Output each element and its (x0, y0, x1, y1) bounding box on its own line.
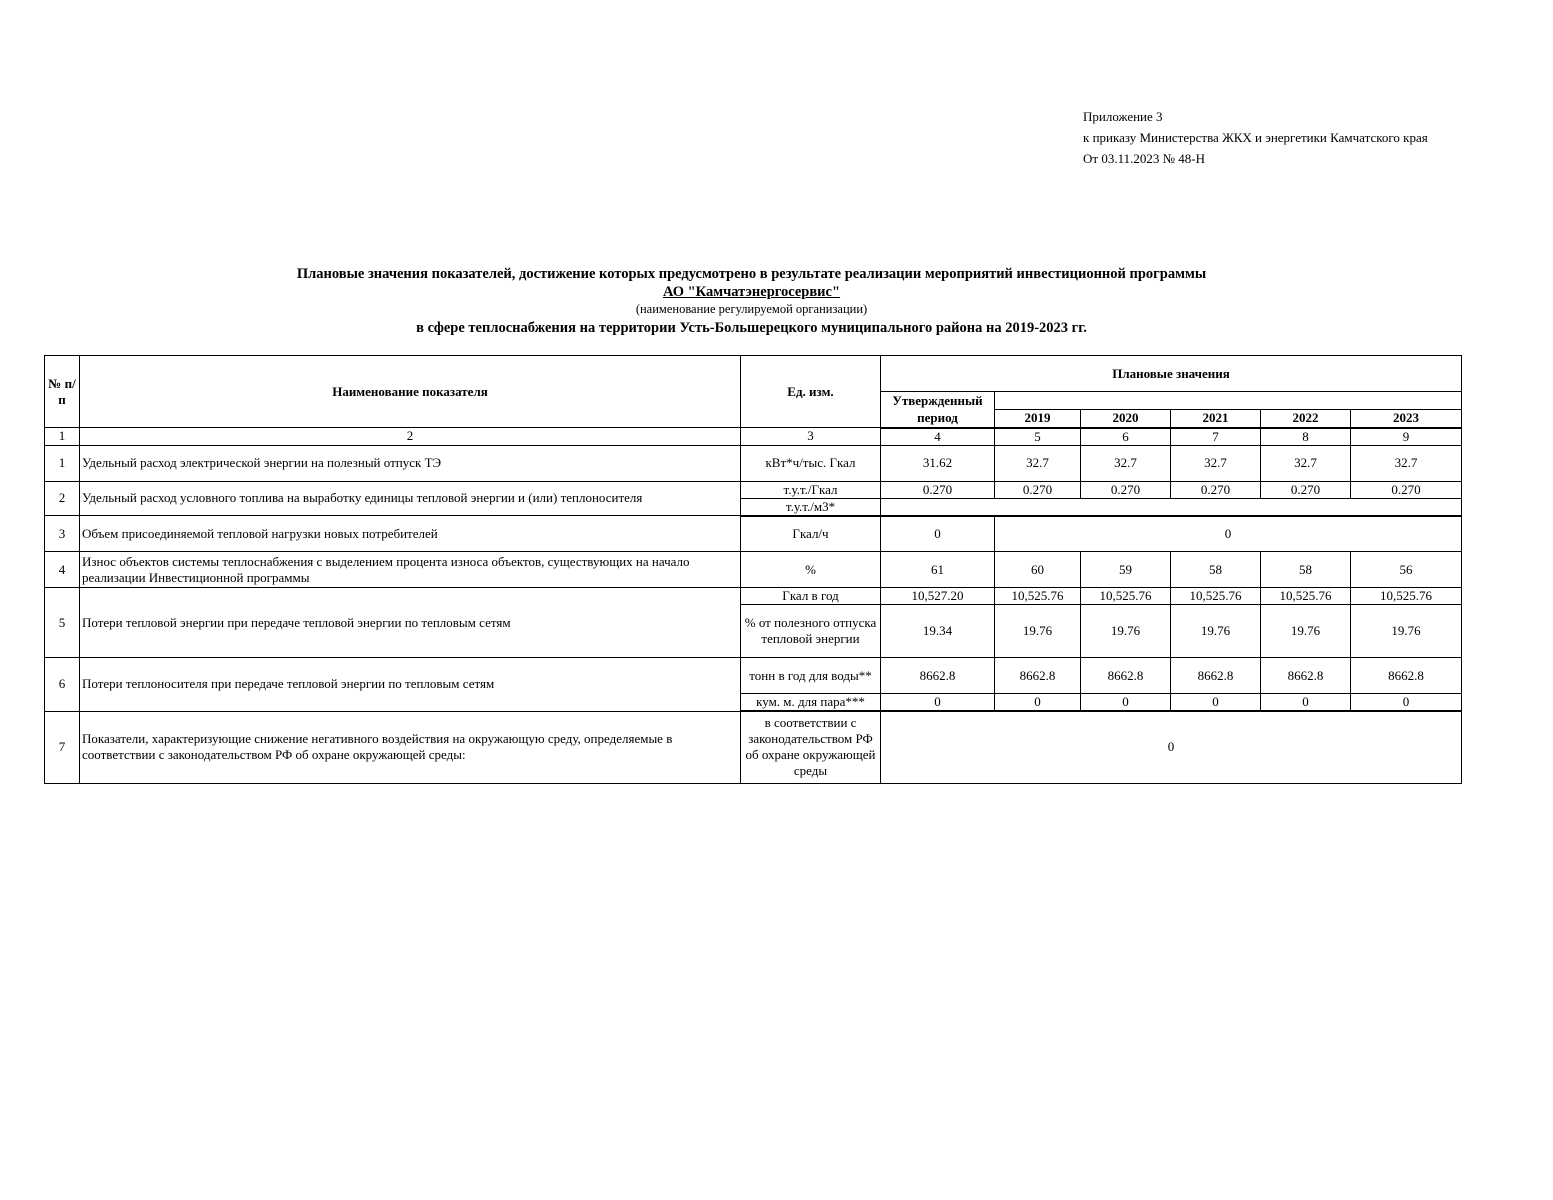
value-cell: 10,525.76 (1261, 588, 1351, 605)
value-cell: 0.270 (1081, 481, 1171, 498)
indicator-name: Потери тепловой энергии при передаче тепловой энергии по тепловым сетям (80, 588, 741, 658)
indicators-table (44, 355, 1462, 784)
value-cell: 8662.8 (1081, 658, 1171, 694)
value-cell: 8662.8 (1261, 658, 1351, 694)
document-heading (0, 265, 1503, 338)
value-cell: 19.76 (995, 605, 1081, 658)
table-row (45, 481, 1462, 498)
table-row (45, 516, 1462, 552)
value-cell: 31.62 (881, 445, 995, 481)
unit-cell: кВт*ч/тыс. Гкал (741, 445, 881, 481)
value-cell: 8662.8 (1351, 658, 1462, 694)
value-cell: 56 (1351, 552, 1462, 588)
value-cell: 58 (1261, 552, 1351, 588)
indicator-name: Удельный расход электрической энергии на полезный отпуск ТЭ (80, 445, 741, 481)
value-cell: 0 (881, 694, 995, 712)
value-cell: 10,525.76 (1351, 588, 1462, 605)
header-approved-line-2: период (881, 410, 995, 428)
row-num: 2 (45, 481, 80, 516)
column-number: 3 (741, 428, 881, 446)
value-cell: 0.270 (1261, 481, 1351, 498)
unit-cell: % от полезного отпуска тепловой энергии (741, 605, 881, 658)
value-cell: 0.270 (995, 481, 1081, 498)
row-num: 6 (45, 658, 80, 712)
row-num: 7 (45, 711, 80, 783)
value-cell: 19.76 (1261, 605, 1351, 658)
indicator-name: Удельный расход условного топлива на выработку единицы тепловой энергии и (или) теплоносителя (80, 481, 741, 516)
indicator-name: Показатели, характеризующие снижение негативного воздействия на окружающую среду, определяемые в соответствии с законодательством РФ об охране окружающей среды: (80, 711, 741, 783)
unit-cell: Гкал/ч (741, 516, 881, 552)
value-cell: 0.270 (881, 481, 995, 498)
row-num: 3 (45, 516, 80, 552)
value-cell: 0.270 (1171, 481, 1261, 498)
appendix-line-1: Приложение 3 (1083, 109, 1163, 124)
header-name: Наименование показателя (80, 356, 741, 428)
appendix-block (1083, 106, 1428, 169)
table-row (45, 588, 1462, 605)
value-cell: 0 (1261, 694, 1351, 712)
value-cell: 10,525.76 (1171, 588, 1261, 605)
table-row (45, 552, 1462, 588)
column-number: 8 (1261, 428, 1351, 446)
value-cell: 60 (995, 552, 1081, 588)
merged-value-cell: 0 (881, 711, 1462, 783)
column-number: 7 (1171, 428, 1261, 446)
unit-cell: т.у.т./м3* (741, 498, 881, 516)
value-cell: 32.7 (1351, 445, 1462, 481)
organization-name: АО "Камчатэнергосервис" (662, 284, 841, 300)
value-cell: 58 (1171, 552, 1261, 588)
organization-caption: (наименование регулируемой организации) (635, 302, 868, 316)
value-cell: 0 (1081, 694, 1171, 712)
value-cell: 19.76 (1351, 605, 1462, 658)
indicator-name: Потери теплоносителя при передаче тепловой энергии по тепловым сетям (80, 658, 741, 712)
value-cell: 0.270 (1351, 481, 1462, 498)
indicator-name: Износ объектов системы теплоснабжения с выделением процента износа объектов, существующих на начало реализации Инвестиционной программы (80, 552, 741, 588)
value-cell: 32.7 (1171, 445, 1261, 481)
unit-cell: тонн в год для воды** (741, 658, 881, 694)
appendix-line-3: От 03.11.2023 № 48-Н (1083, 151, 1205, 166)
value-cell: 32.7 (1261, 445, 1351, 481)
table-row (45, 711, 1462, 783)
value-cell: 19.76 (1081, 605, 1171, 658)
value-cell: 10,525.76 (995, 588, 1081, 605)
value-cell: 10,525.76 (1081, 588, 1171, 605)
value-cell: 32.7 (995, 445, 1081, 481)
header-year: 2019 (995, 410, 1081, 428)
document-title: Плановые значения показателей, достижение которых предусмотрено в результате реализации мероприятий инвестиционной программы (296, 266, 1207, 282)
row-num: 4 (45, 552, 80, 588)
header-num: № п/п (45, 356, 80, 428)
value-cell: 0 (995, 694, 1081, 712)
table-row (45, 658, 1462, 694)
header-years-spacer (995, 392, 1462, 410)
row-num: 1 (45, 445, 80, 481)
table-row (45, 445, 1462, 481)
column-number: 9 (1351, 428, 1462, 446)
column-number: 2 (80, 428, 741, 446)
value-cell: 0 (1351, 694, 1462, 712)
header-year: 2022 (1261, 410, 1351, 428)
column-number: 4 (881, 428, 995, 446)
value-cell: 59 (1081, 552, 1171, 588)
header-plan: Плановые значения (881, 356, 1462, 392)
value-cell: 8662.8 (995, 658, 1081, 694)
empty-cell (881, 498, 1462, 516)
row-num: 5 (45, 588, 80, 658)
header-approved-line-1: Утвержденный (881, 392, 995, 410)
value-cell: 0 (881, 516, 995, 552)
header-year: 2023 (1351, 410, 1462, 428)
column-number: 6 (1081, 428, 1171, 446)
column-number-row (45, 428, 1462, 446)
unit-cell: т.у.т./Гкал (741, 481, 881, 498)
value-cell: 32.7 (1081, 445, 1171, 481)
unit-cell: кум. м. для пара*** (741, 694, 881, 712)
value-cell: 8662.8 (881, 658, 995, 694)
value-cell: 0 (1171, 694, 1261, 712)
header-year: 2021 (1171, 410, 1261, 428)
document-scope: в сфере теплоснабжения на территории Усть-Большерецкого муниципального района на 2019-2023 гг. (416, 320, 1087, 336)
header-year: 2020 (1081, 410, 1171, 428)
column-number: 1 (45, 428, 80, 446)
unit-cell: % (741, 552, 881, 588)
unit-cell: Гкал в год (741, 588, 881, 605)
appendix-line-2: к приказу Министерства ЖКХ и энергетики Камчатского края (1083, 130, 1428, 145)
header-unit: Ед. изм. (741, 356, 881, 428)
value-cell: 10,527.20 (881, 588, 995, 605)
indicator-name: Объем присоединяемой тепловой нагрузки новых потребителей (80, 516, 741, 552)
value-cell: 61 (881, 552, 995, 588)
unit-cell: в соответствии с законодательством РФ об охране окружающей среды (741, 711, 881, 783)
value-cell: 19.76 (1171, 605, 1261, 658)
value-cell: 8662.8 (1171, 658, 1261, 694)
value-cell: 19.34 (881, 605, 995, 658)
column-number: 5 (995, 428, 1081, 446)
merged-value-cell: 0 (995, 516, 1462, 552)
